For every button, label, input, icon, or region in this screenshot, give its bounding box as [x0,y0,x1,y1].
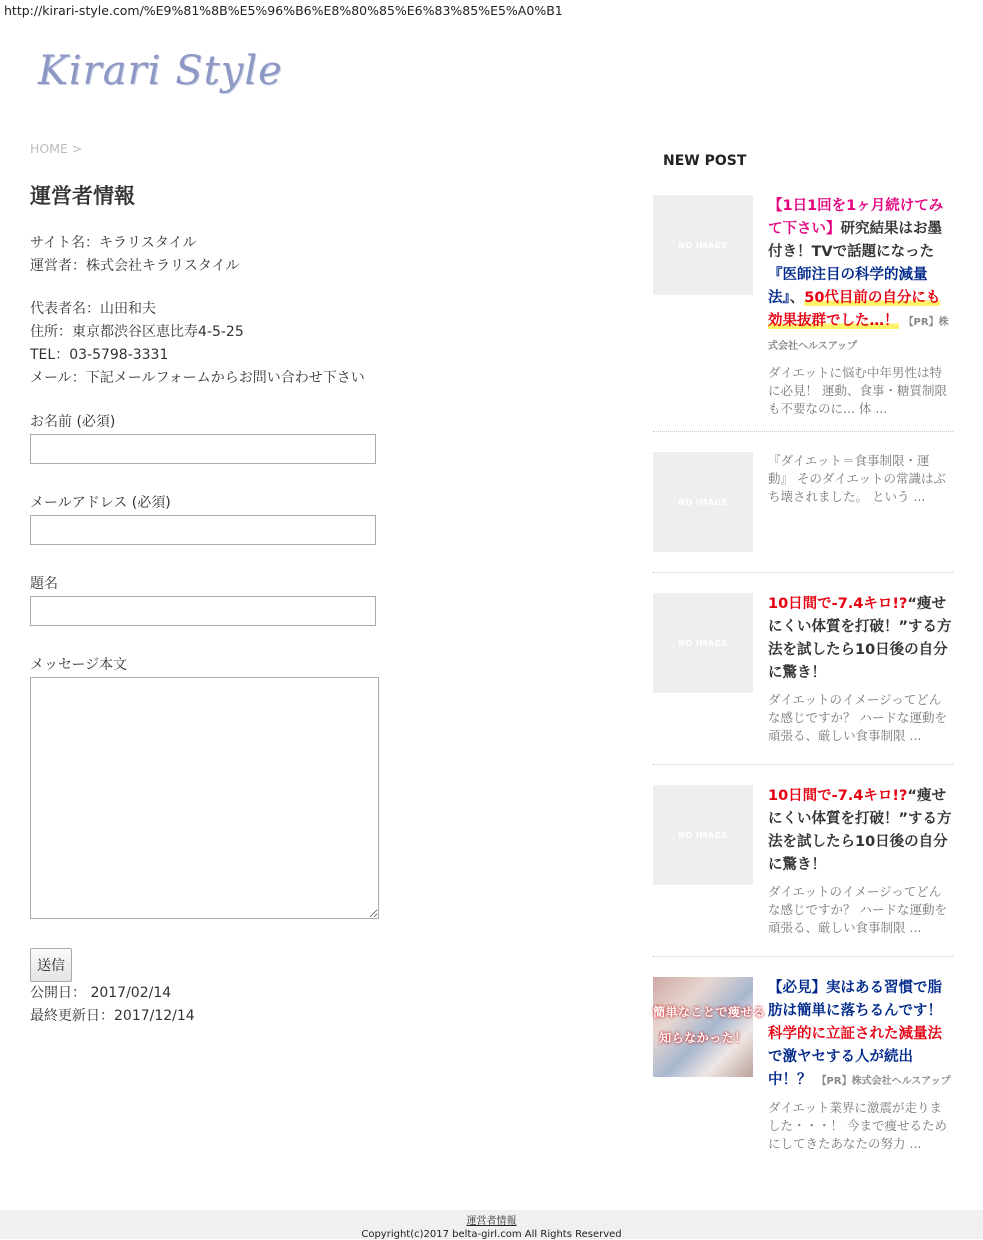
title-fragment: 科学的に立証された減量法 [768,1026,942,1042]
post-body [768,452,953,506]
sidebar-heading: NEW POST [663,153,747,169]
no-image-text: NO IMAGE [678,638,728,648]
post-excerpt: 『ダイエット＝食事制限・運動』 そのダイエットの常識はぶち壊されました。 という ... [768,453,946,504]
operator-line: 運営者：株式会社キラリスタイル [30,258,240,274]
no-image-text: NO IMAGE [678,240,728,250]
post-excerpt: ダイエット業界に激震が走りました・・・！ 今まで痩せるためにしてきたあなたの努力 ... [768,1100,947,1151]
title-fragment: で激ヤセする人が続出中！？ [768,1049,913,1088]
post-title[interactable] [768,785,953,877]
page-title: 運営者情報 [30,184,135,208]
site-logo[interactable]: Kirari Style [38,48,283,94]
pr-label: 【PR】株式会社ヘルスアップ [768,317,949,352]
updated-date: 最終更新日：2017/12/14 [30,1008,195,1024]
breadcrumb [30,141,82,156]
no-image-text: NO IMAGE [678,830,728,840]
email-input[interactable] [30,515,376,545]
post-body [768,195,953,418]
submit-button[interactable]: 送信 [30,948,72,982]
post-title[interactable] [768,593,953,685]
no-image-text: NO IMAGE [678,497,728,507]
title-fragment: 『医師注目の科学的減量法』 [768,267,928,306]
tel-line: TEL：03-5798-3331 [30,347,169,363]
site-info [30,232,239,278]
footer [0,1210,983,1239]
subject-label: 題名 [30,576,58,592]
post-thumbnail[interactable] [653,593,753,693]
published-date: 公開日： 2017/02/14 [30,985,172,1001]
pr-label: 【PR】株式会社ヘルスアップ [816,1076,951,1087]
email-label: メールアドレス (必須) [30,495,171,511]
thumbnail-caption: 知らなかった！ [659,1031,747,1045]
post-divider [653,572,953,573]
post-divider [653,956,953,957]
breadcrumb-home-link[interactable]: HOME [30,141,68,156]
address-line: 住所：東京都渋谷区恵比寿4-5-25 [30,324,244,340]
message-textarea[interactable] [30,677,379,919]
message-label: メッセージ本文 [30,657,128,673]
post-body [768,593,953,745]
post-divider [653,431,953,432]
title-fragment: 、 [789,290,805,306]
title-fragment: 10日間で-7.4キロ!? [768,596,908,612]
post-thumbnail[interactable] [653,452,753,552]
contact-info [30,298,365,390]
post-title[interactable] [768,195,953,358]
title-fragment: “痩せにくい体質を打破！”する方法を試したら10日後の自分に驚き！ [768,596,952,681]
breadcrumb-separator: > [71,141,83,156]
title-fragment: 研究結果はお墨付き！TVで話題になった [768,221,942,260]
title-fragment: 【1日1回を1ヶ月続けてみて下さい】 [768,198,944,237]
post-divider [653,764,953,765]
footer-operator-link[interactable]: 運営者情報 [466,1216,517,1227]
address-bar[interactable]: http://kirari-style.com/%E9%81%8B%E5%96%B6%E8%80%85%E6%83%85%E5%A0%B1 [4,3,563,18]
post-body [768,977,953,1153]
post-thumbnail[interactable] [653,977,766,1077]
mail-line: メール：下記メールフォームからお問い合わせ下さい [30,370,365,386]
post-excerpt: ダイエットに悩む中年男性は特に必見！ 運動、食事・糖質制限も不要なのに... 体 ... [768,365,947,416]
representative-line: 代表者名：山田和夫 [30,301,156,317]
title-fragment: 50代目前の自分にも効果抜群でした…！ [768,290,941,329]
post-thumbnail[interactable] [653,195,753,295]
title-fragment: 10日間で-7.4キロ!? [768,788,908,804]
copyright-text: Copyright(c)2017 belta-girl.com All Rights Reserved [361,1229,622,1240]
contact-form [30,410,390,982]
post-thumbnail[interactable] [653,785,753,885]
name-label: お名前 (必須) [30,414,116,430]
post-excerpt: ダイエットのイメージってどんな感じですか？ ハードな運動を頑張る、厳しい食事制限 ... [768,692,947,743]
post-excerpt: ダイエットのイメージってどんな感じですか？ ハードな運動を頑張る、厳しい食事制限 ... [768,884,947,935]
post-dates [30,982,195,1028]
thumbnail-caption: 簡単なことで痩せる [653,1005,766,1019]
post-body [768,785,953,937]
post-title[interactable] [768,977,953,1093]
title-fragment: “痩せにくい体質を打破！”する方法を試したら10日後の自分に驚き！ [768,788,952,873]
name-input[interactable] [30,434,376,464]
title-fragment: 【必見】実はある習慣で脂肪は簡単に落ちるんです！ [768,980,942,1019]
subject-input[interactable] [30,596,376,626]
site-name-line: サイト名：キラリスタイル [30,235,197,251]
